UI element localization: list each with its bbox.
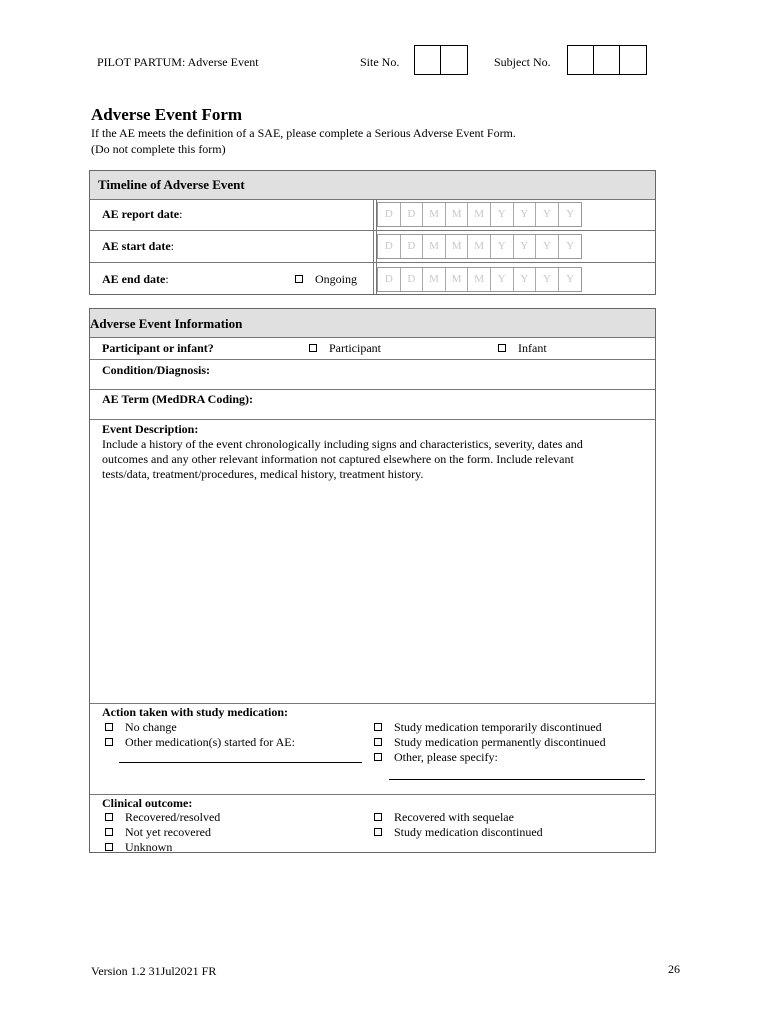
start-date-label: AE start date — [102, 239, 171, 253]
study-name: PILOT PARTUM: Adverse Event — [97, 55, 259, 69]
outcome-row — [90, 795, 655, 853]
recovered-checkbox[interactable] — [105, 813, 113, 821]
sequelae-option: Recovered with sequelae — [394, 810, 514, 824]
action-label: Action taken with study medication: — [102, 705, 289, 719]
date-digit-cell[interactable]: M — [468, 203, 491, 226]
condition-row[interactable] — [90, 360, 655, 390]
start-date-grid[interactable] — [377, 234, 582, 259]
other-specify-line[interactable] — [389, 779, 645, 780]
date-digit-cell[interactable]: Y — [536, 268, 559, 291]
action-row — [90, 704, 655, 795]
page-title: Adverse Event Form — [91, 105, 243, 124]
date-digit-cell[interactable]: M — [468, 235, 491, 258]
date-digit-cell[interactable]: D — [401, 235, 424, 258]
ongoing-label: Ongoing — [315, 272, 357, 286]
intro-line-1: If the AE meets the definition of a SAE, please complete a Serious Adverse Event Form. — [91, 126, 516, 140]
no-change-checkbox[interactable] — [105, 723, 113, 731]
med-discontinued-option: Study medication discontinued — [394, 825, 543, 839]
site-number-boxes[interactable] — [414, 45, 468, 75]
other-medication-option: Other medication(s) started for AE: — [125, 735, 295, 749]
no-change-option: No change — [125, 720, 177, 734]
page-number: 26 — [668, 962, 680, 976]
description-row[interactable] — [90, 420, 655, 704]
ae-term-label: AE Term (MedDRA Coding): — [102, 392, 254, 406]
med-discontinued-checkbox[interactable] — [374, 828, 382, 836]
date-digit-cell[interactable]: Y — [566, 208, 575, 220]
report-date-label: AE report date — [102, 207, 180, 221]
end-date-label: AE end date — [102, 272, 166, 286]
timeline-section — [89, 170, 656, 295]
date-digit-cell[interactable]: Y — [566, 273, 575, 285]
infant-checkbox[interactable] — [498, 344, 506, 352]
sequelae-checkbox[interactable] — [374, 813, 382, 821]
other-medication-line[interactable] — [119, 762, 362, 763]
date-digit-cell[interactable]: Y — [536, 203, 559, 226]
not-recovered-option: Not yet recovered — [125, 825, 211, 839]
not-recovered-checkbox[interactable] — [105, 828, 113, 836]
other-specify-checkbox[interactable] — [374, 753, 382, 761]
subject-digit-box[interactable] — [594, 46, 620, 74]
participant-option: Participant — [329, 341, 381, 355]
participant-question: Participant or infant? — [102, 341, 214, 355]
participant-checkbox[interactable] — [309, 344, 317, 352]
date-digit-cell[interactable]: M — [468, 268, 491, 291]
temp-discontinued-option: Study medication temporarily discontinued — [394, 720, 602, 734]
date-digit-cell[interactable]: D — [378, 203, 401, 226]
other-medication-checkbox[interactable] — [105, 738, 113, 746]
site-label: Site No. — [360, 55, 400, 69]
date-digit-cell[interactable]: Y — [536, 235, 559, 258]
perm-discontinued-checkbox[interactable] — [374, 738, 382, 746]
infant-option: Infant — [518, 341, 547, 355]
date-digit-cell[interactable]: M — [446, 268, 469, 291]
description-label: Event Description: — [102, 422, 199, 436]
date-digit-cell[interactable]: M — [446, 235, 469, 258]
intro-line-2: (Do not complete this form) — [91, 142, 226, 156]
other-specify-option: Other, please specify: — [394, 750, 498, 764]
date-digit-cell[interactable]: Y — [491, 235, 514, 258]
unknown-option: Unknown — [125, 840, 173, 854]
site-digit-box[interactable] — [415, 46, 441, 74]
unknown-checkbox[interactable] — [105, 843, 113, 851]
subject-digit-box[interactable] — [620, 46, 646, 74]
subject-label: Subject No. — [494, 55, 551, 69]
date-digit-cell[interactable]: D — [401, 268, 424, 291]
description-instruction-1: Include a history of the event chronologically including signs and characteristics, severity, dates and — [102, 437, 583, 451]
date-digit-cell[interactable]: D — [401, 203, 424, 226]
ae-term-row[interactable] — [90, 390, 655, 420]
start-date-row: AE start date: D D M M M Y Y Y Y — [90, 231, 655, 263]
subject-number-boxes[interactable] — [567, 45, 647, 75]
temp-discontinued-checkbox[interactable] — [374, 723, 382, 731]
date-digit-cell[interactable]: M — [423, 268, 446, 291]
recovered-option: Recovered/resolved — [125, 810, 221, 824]
end-date-row: AE end date: Ongoing D D M M M Y Y Y Y — [90, 263, 655, 295]
end-date-grid[interactable] — [377, 267, 582, 292]
date-digit-cell[interactable]: D — [378, 268, 401, 291]
date-digit-cell[interactable]: Y — [491, 203, 514, 226]
timeline-heading: Timeline of Adverse Event — [90, 171, 655, 200]
date-digit-cell[interactable]: Y — [514, 235, 537, 258]
site-digit-box[interactable] — [441, 46, 467, 74]
outcome-label: Clinical outcome: — [102, 796, 193, 810]
participant-row — [90, 337, 655, 360]
ongoing-checkbox[interactable] — [295, 275, 303, 283]
version-footer: Version 1.2 31Jul2021 FR — [91, 964, 217, 978]
report-date-grid[interactable] — [377, 202, 582, 227]
report-date-row: AE report date: D D M M M Y Y Y Y — [90, 199, 655, 231]
date-digit-cell[interactable]: M — [423, 235, 446, 258]
subject-digit-box[interactable] — [568, 46, 594, 74]
date-digit-cell[interactable]: D — [378, 235, 401, 258]
date-digit-cell[interactable]: Y — [566, 240, 575, 252]
description-instruction-3: tests/data, treatment/procedures, medical history, treatment history. — [102, 467, 424, 481]
date-digit-cell[interactable]: M — [446, 203, 469, 226]
date-digit-cell[interactable]: Y — [514, 268, 537, 291]
date-digit-cell[interactable]: Y — [514, 203, 537, 226]
info-heading: Adverse Event Information — [90, 309, 655, 338]
description-instruction-2: outcomes and any other relevant information not captured elsewhere on the form. Include relevant — [102, 452, 574, 466]
date-digit-cell[interactable]: Y — [491, 268, 514, 291]
date-digit-cell[interactable]: M — [423, 203, 446, 226]
condition-label: Condition/Diagnosis: — [102, 363, 211, 377]
perm-discontinued-option: Study medication permanently discontinued — [394, 735, 606, 749]
info-section — [89, 308, 656, 853]
